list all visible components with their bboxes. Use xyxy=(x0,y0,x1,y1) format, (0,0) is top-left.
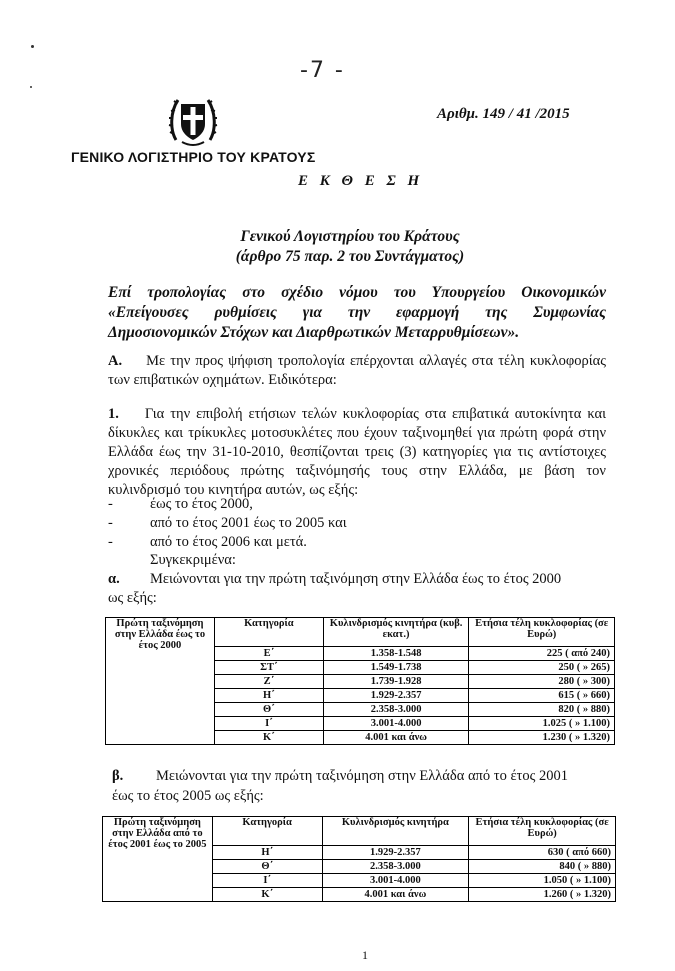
bullet-mark: - xyxy=(108,496,113,512)
subtitle-line1: Γενικού Λογιστηρίου του Κράτους xyxy=(240,228,460,245)
fees-table-until-2000 xyxy=(105,617,615,745)
fee-cell: 250 ( » 265) xyxy=(469,661,615,675)
cc-cell: 4.001 και άνω xyxy=(322,888,469,902)
item-beta-label: β. xyxy=(112,768,124,784)
fee-cell: 1.260 ( » 1.320) xyxy=(469,888,616,902)
bullet-item: από το έτος 2006 και μετά. xyxy=(150,534,307,550)
cc-cell: 2.358-3.000 xyxy=(323,703,469,717)
fee-cell: 820 ( » 880) xyxy=(469,703,615,717)
greek-coat-of-arms-icon xyxy=(168,90,218,148)
fee-cell: 280 ( » 300) xyxy=(469,675,615,689)
category-cell: Ζ΄ xyxy=(214,675,323,689)
bullet-item: από το έτος 2001 έως το 2005 και xyxy=(150,515,347,531)
category-cell: Ι΄ xyxy=(214,717,323,731)
table-header-cc: Κυλινδρισμός κινητήρα xyxy=(322,817,469,846)
agency-name: ΓΕΝΙΚΟ ΛΟΓΙΣΤΗΡΙΟ ΤΟΥ ΚΡΑΤΟΥΣ xyxy=(71,149,316,165)
category-cell: Θ΄ xyxy=(212,860,322,874)
item-beta-text-cont: έως το έτος 2005 ως εξής: xyxy=(112,788,264,804)
bullet-mark: - xyxy=(108,534,113,550)
table-first-column-header: Πρώτη ταξινόμηση στην Ελλάδα έως το έτος 2000 xyxy=(106,618,215,745)
category-cell: Η΄ xyxy=(214,689,323,703)
fee-cell: 1.025 ( » 1.100) xyxy=(469,717,615,731)
section-a xyxy=(108,352,606,390)
cc-cell: 1.549-1.738 xyxy=(323,661,469,675)
item-alpha-text: Μειώνονται για την πρώτη ταξινόμηση στην Ελλάδα έως το έτος 2000 xyxy=(150,571,562,587)
item-beta-text: Μειώνονται για την πρώτη ταξινόμηση στην Ελλάδα από το έτος 2001 xyxy=(156,768,568,784)
item-1-text: Για την επιβολή ετήσιων τελών κυκλοφορίας στα επιβατικά αυτοκίνητα και δίκυκλες και τρίκυκλες μοτοσυκλέτες που έχουν ταξινομηθεί για πρώτη φορά στην Ελλάδα έως την 31-10-2010, θεσπίζονται τρεις (3) κατηγορίες για τις αντίστοιχες χρονικές περιόδους πρώτης ταξινόμησής τους στην Ελλάδα, με βάση τον κυλινδρισμό του κινητήρα αυτών, ως εξής: xyxy=(108,406,606,498)
category-cell: Ε΄ xyxy=(214,647,323,661)
fee-cell: 225 ( από 240) xyxy=(469,647,615,661)
handwritten-page-mark: -7 - xyxy=(300,58,345,83)
section-a-label: Α. xyxy=(108,353,123,369)
category-cell: Κ΄ xyxy=(212,888,322,902)
cc-cell: 2.358-3.000 xyxy=(322,860,469,874)
table-header-category: Κατηγορία xyxy=(212,817,322,846)
subject xyxy=(108,283,606,343)
fee-cell: 1.050 ( » 1.100) xyxy=(469,874,616,888)
cc-cell: 3.001-4.000 xyxy=(322,874,469,888)
cc-cell: 1.739-1.928 xyxy=(323,675,469,689)
cc-cell: 1.929-2.357 xyxy=(323,689,469,703)
subject-line1: Επί τροπολογίας στο σχέδιο νόμου του Υπουργείου Οικονομικών xyxy=(108,284,606,301)
item-1 xyxy=(108,405,606,500)
subtitle-line2: (άρθρο 75 παρ. 2 του Συντάγματος) xyxy=(235,248,465,265)
document-type: Ε Κ Θ Ε Σ Η xyxy=(298,173,424,189)
specifically-label: Συγκεκριμένα: xyxy=(150,552,236,568)
page-number: 1 xyxy=(362,948,368,962)
fee-cell: 615 ( » 660) xyxy=(469,689,615,703)
item-alpha-text-cont: ως εξής: xyxy=(108,590,157,606)
fees-table-2001-2005 xyxy=(102,816,616,902)
scan-speck xyxy=(30,86,32,88)
table-header-fee: Ετήσια τέλη κυκλοφορίας (σε Ευρώ) xyxy=(469,817,616,846)
cc-cell: 1.358-1.548 xyxy=(323,647,469,661)
table-header-cc: Κυλινδρισμός κινητήρα (κυβ. εκατ.) xyxy=(323,618,469,647)
reference-number: Αριθμ. 149 / 41 /2015 xyxy=(437,106,570,122)
category-cell: Ι΄ xyxy=(212,874,322,888)
scan-speck xyxy=(31,45,34,48)
bullet-item: έως το έτος 2000, xyxy=(150,496,253,512)
cc-cell: 1.929-2.357 xyxy=(322,846,469,860)
table-header-row xyxy=(106,618,615,647)
category-cell: Η΄ xyxy=(212,846,322,860)
bullet-mark: - xyxy=(108,515,113,531)
table-header-row xyxy=(103,817,616,846)
fee-cell: 840 ( » 880) xyxy=(469,860,616,874)
table-first-column-header: Πρώτη ταξινόμηση στην Ελλάδα από το έτος 2001 έως το 2005 xyxy=(103,817,213,902)
table-header-fee: Ετήσια τέλη κυκλοφορίας (σε Ευρώ) xyxy=(469,618,615,647)
fee-cell: 630 ( από 660) xyxy=(469,846,616,860)
fee-cell: 1.230 ( » 1.320) xyxy=(469,731,615,745)
cc-cell: 3.001-4.000 xyxy=(323,717,469,731)
cc-cell: 4.001 και άνω xyxy=(323,731,469,745)
category-cell: ΣΤ΄ xyxy=(214,661,323,675)
table-header-category: Κατηγορία xyxy=(214,618,323,647)
subject-line3: Δημοσιονομικών Στόχων και Διαρθρωτικών Μεταρρυθμίσεων». xyxy=(108,324,520,341)
category-cell: Θ΄ xyxy=(214,703,323,717)
section-a-text: Με την προς ψήφιση τροπολογία επέρχονται αλλαγές στα τέλη κυκλοφορίας των επιβατικών οχημάτων. Ειδικότερα: xyxy=(108,353,606,388)
item-alpha-label: α. xyxy=(108,571,120,587)
subject-line2: «Επείγουσες ρυθμίσεις για την εφαρμογή της Συμφωνίας xyxy=(108,304,606,321)
item-1-label: 1. xyxy=(108,406,119,422)
category-cell: Κ΄ xyxy=(214,731,323,745)
